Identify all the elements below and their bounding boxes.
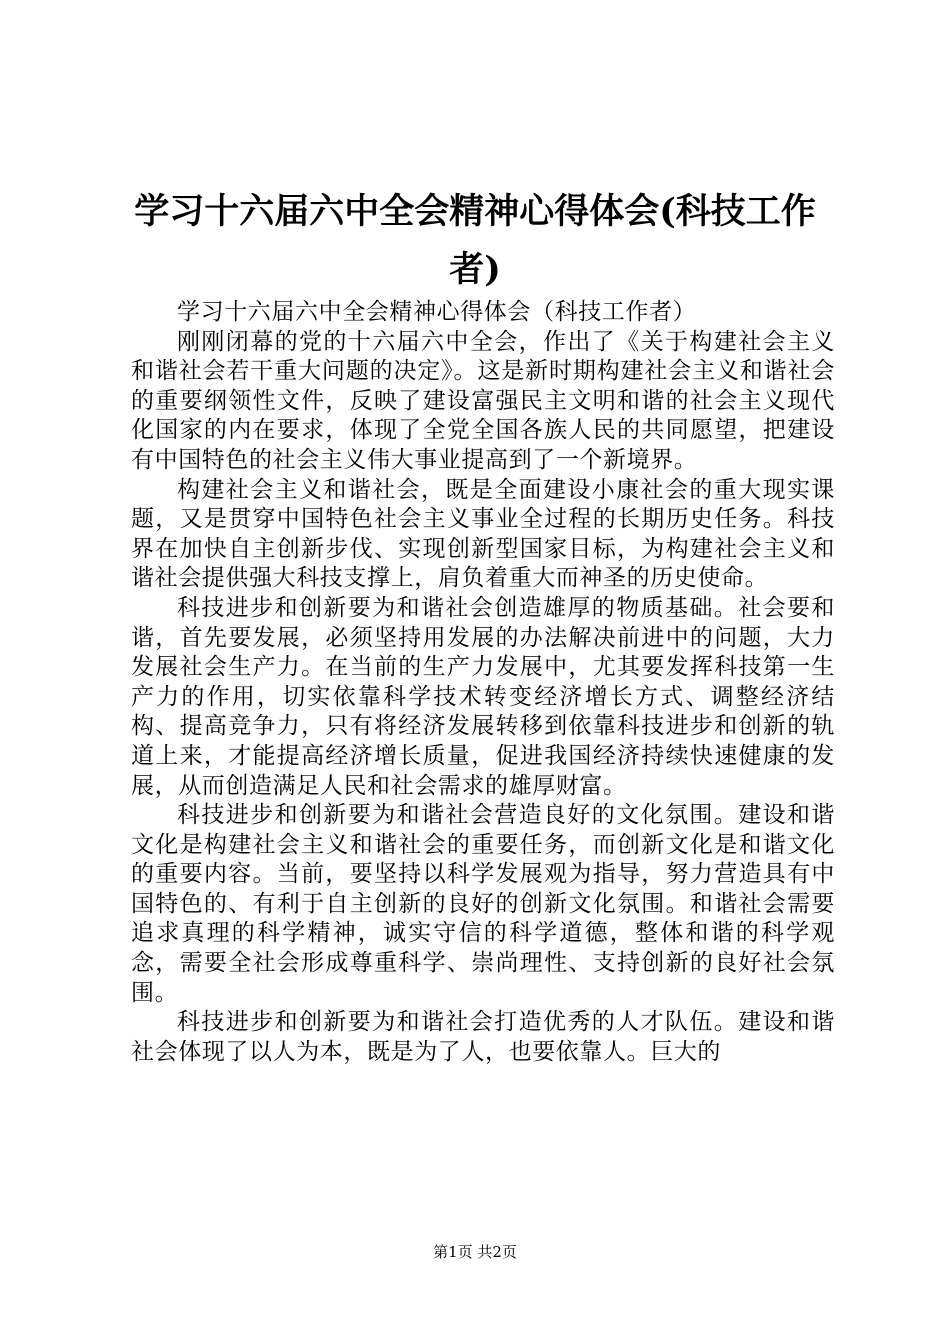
page-number-footer: 第1页 共2页 <box>433 1243 517 1261</box>
paragraph: 科技进步和创新要为和谐社会打造优秀的人才队伍。建设和谐社会体现了以人为本，既是为了人，也要依靠人。巨大的 <box>131 1009 835 1065</box>
paragraph: 科技进步和创新要为和谐社会创造雄厚的物质基础。社会要和谐，首先要发展，必须坚持用发展的办法解决前进中的问题，大力发展社会生产力。在当前的生产力发展中，尤其要发挥科技第一生产力的作用，切实依靠科学技术转变经济增长方式、调整经济结构、提高竞争力，只有将经济发展转移到依靠科技进步和创新的轨道上来，才能提高经济增长质量，促进我国经济持续快速健康的发展，从而创造满足人民和社会需求的雄厚财富。 <box>131 594 835 799</box>
paragraph-subtitle: 学习十六届六中全会精神心得体会（科技工作者） <box>177 299 697 325</box>
document-body <box>131 298 835 1067</box>
paragraph: 刚刚闭幕的党的十六届六中全会，作出了《关于构建社会主义和谐社会若干重大问题的决定》。这是新时期构建社会主义和谐社会的重要纲领性文件，反映了建设富强民主文明和谐的社会主义现代化国家的内在要求，体现了全党全国各族人民的共同愿望，把建设有中国特色的社会主义伟大事业提高到了一个新境界。 <box>131 328 835 473</box>
document-title: 学习十六届六中全会精神心得体会(科技工作者) <box>134 191 816 290</box>
paragraph: 构建社会主义和谐社会，既是全面建设小康社会的重大现实课题，又是贯穿中国特色社会主义事业全过程的长期历史任务。科技界在加快自主创新步伐、实现创新型国家目标，为构建社会主义和谐社会提供强大科技支撑上，肩负着重大而神圣的历史使命。 <box>131 476 835 592</box>
paragraph: 科技进步和创新要为和谐社会营造良好的文化氛围。建设和谐文化是构建社会主义和谐社会的重要任务，而创新文化是和谐文化的重要内容。当前，要坚持以科学发展观为指导，努力营造具有中国特色的、有利于自主创新的良好的创新文化氛围。和谐社会需要追求真理的科学精神，诚实守信的科学道德，整体和谐的科学观念，需要全社会形成尊重科学、崇尚理性、支持创新的良好社会氛围。 <box>131 802 835 1006</box>
